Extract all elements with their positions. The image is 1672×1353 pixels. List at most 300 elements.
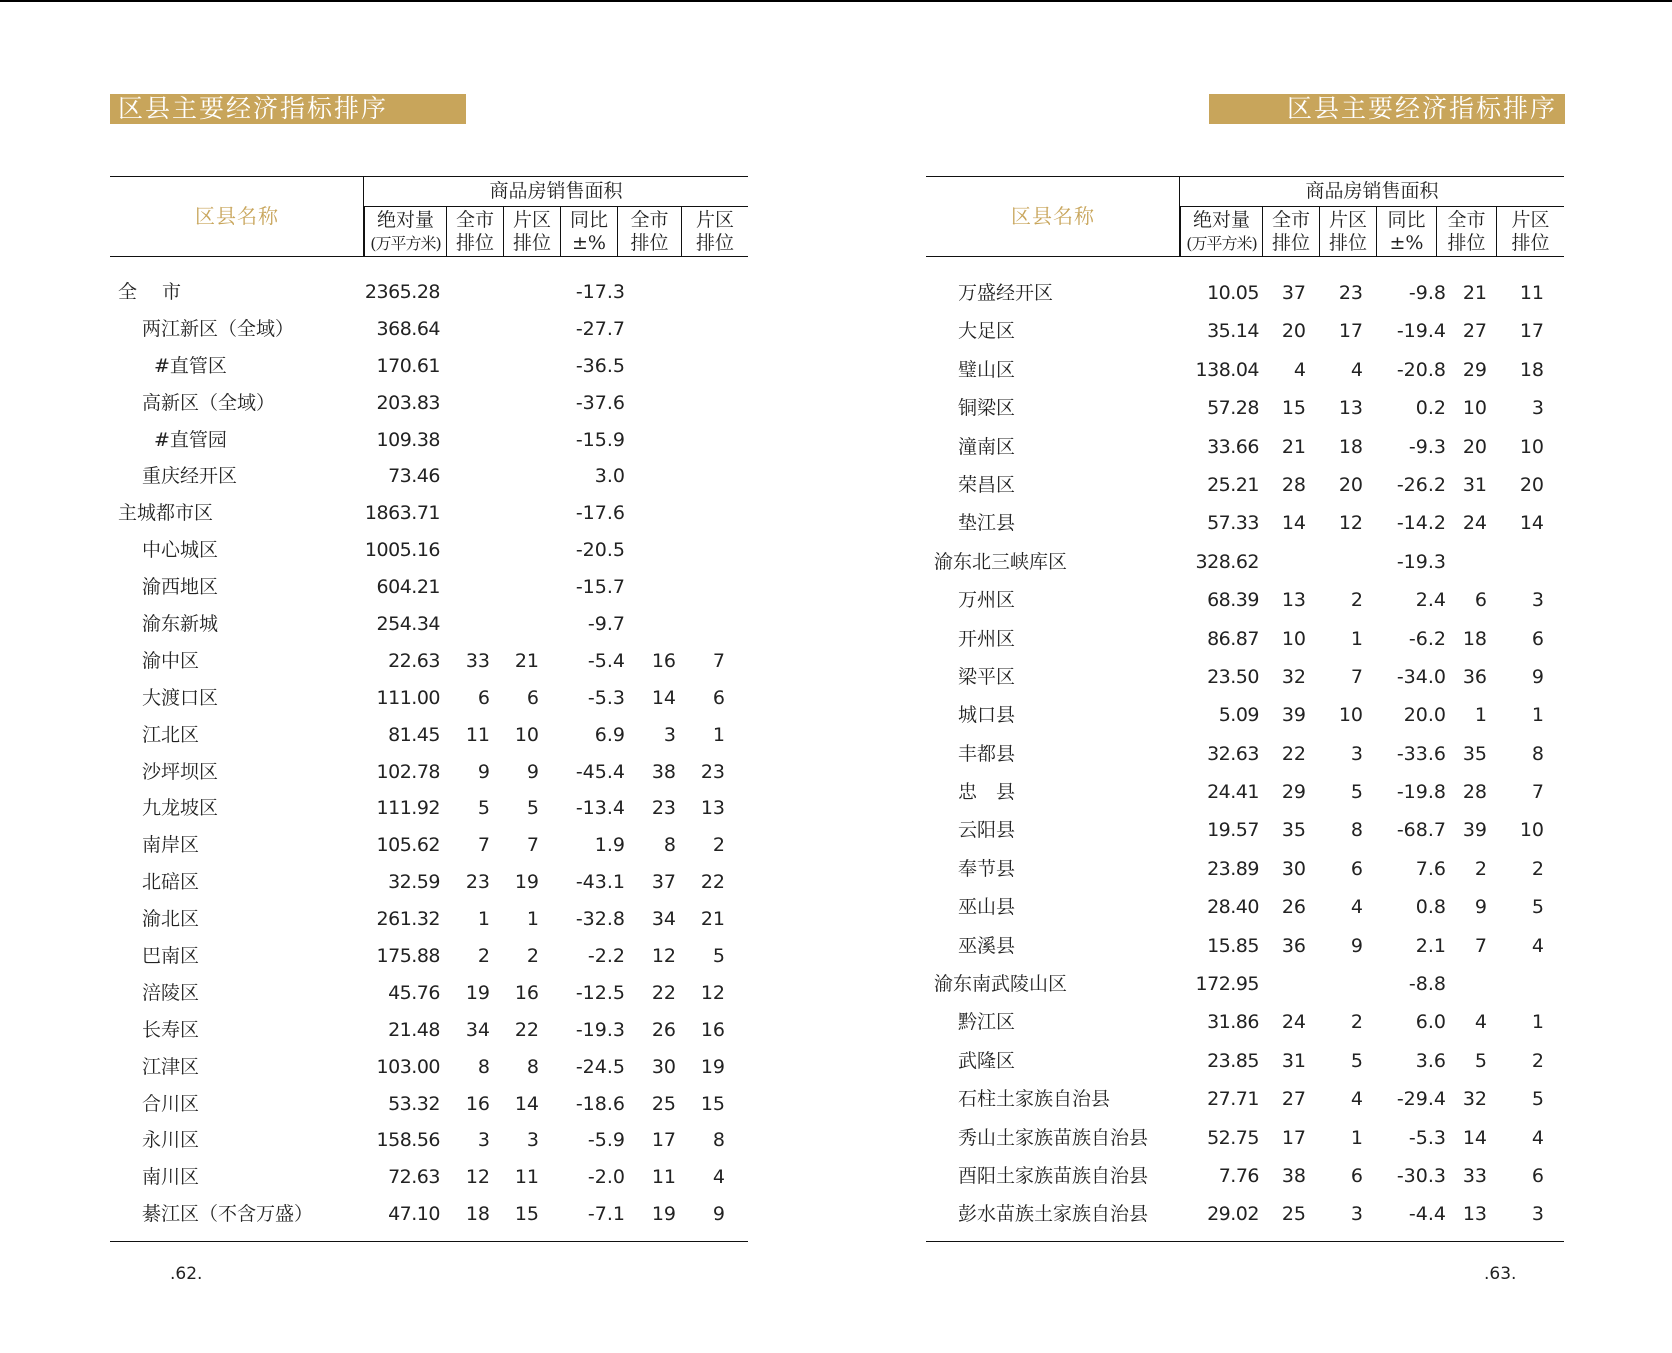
zone-rank-cell: 23 xyxy=(1338,282,1363,304)
city-rank-cell: 18 xyxy=(465,1203,490,1226)
yoy-change-cell: -24.5 xyxy=(575,1055,625,1078)
sales-area-cell: 7.76 xyxy=(1218,1164,1259,1187)
yoy-change-cell: -12.5 xyxy=(575,981,625,1004)
header-city-rank-yoy: 全市 排位 xyxy=(1436,207,1496,256)
sales-area-cell: 73.46 xyxy=(388,465,440,488)
yoy-change-cell: -19.4 xyxy=(1396,320,1446,343)
zone-rank-yoy-cell: 3 xyxy=(1531,397,1544,420)
district-name-cell: 渝东南武陵山区 xyxy=(934,973,1068,996)
district-name-cell: 忠 县 xyxy=(958,781,1016,804)
table-row xyxy=(110,569,748,606)
page-number: .63. xyxy=(1484,1264,1517,1284)
yoy-change-cell: -7.1 xyxy=(587,1203,625,1226)
city-rank-yoy-cell: 17 xyxy=(651,1129,676,1152)
sales-area-cell: 21.48 xyxy=(388,1018,440,1041)
sales-area-cell: 35.14 xyxy=(1207,320,1259,343)
city-rank-yoy-cell: 14 xyxy=(651,686,676,709)
city-rank-cell: 6 xyxy=(477,686,490,709)
table-row xyxy=(926,735,1564,773)
yoy-change-cell: -15.9 xyxy=(575,428,625,451)
zone-rank-yoy-cell: 4 xyxy=(1531,934,1544,957)
district-name-cell: 南川区 xyxy=(142,1166,200,1189)
sales-area-cell: 33.66 xyxy=(1207,435,1259,458)
district-name-cell: 巫溪县 xyxy=(958,934,1016,957)
yoy-change-cell: -9.8 xyxy=(1408,282,1446,304)
city-rank-yoy-cell: 16 xyxy=(651,649,676,672)
city-rank-cell: 24 xyxy=(1281,1011,1306,1034)
city-rank-yoy-cell: 25 xyxy=(651,1092,676,1115)
district-name-cell: 永川区 xyxy=(142,1129,200,1152)
header-bottom-rule xyxy=(110,256,748,257)
header-absolute: 绝对量 (万平方米) xyxy=(1180,207,1262,256)
table-row xyxy=(926,1195,1564,1233)
city-rank-cell: 39 xyxy=(1281,704,1306,727)
sales-area-cell: 28.40 xyxy=(1207,896,1259,919)
table-row xyxy=(926,581,1564,619)
city-rank-yoy-cell: 20 xyxy=(1462,435,1487,458)
table-row xyxy=(926,1042,1564,1080)
yoy-change-cell: -5.4 xyxy=(587,649,625,672)
yoy-change-cell: -19.8 xyxy=(1396,781,1446,804)
sales-area-cell: 1005.16 xyxy=(364,539,440,562)
district-name-cell: 城口县 xyxy=(958,704,1016,727)
table-row xyxy=(110,1159,748,1196)
yoy-change-cell: -19.3 xyxy=(1396,550,1446,573)
yoy-change-cell: -34.0 xyxy=(1396,665,1446,688)
zone-rank-cell: 4 xyxy=(1350,358,1363,381)
table-row xyxy=(926,850,1564,888)
city-rank-yoy-cell: 13 xyxy=(1462,1203,1487,1226)
sales-area-cell: 109.38 xyxy=(376,428,440,451)
zone-rank-yoy-cell: 19 xyxy=(700,1055,725,1078)
table-row xyxy=(926,696,1564,734)
zone-rank-yoy-cell: 22 xyxy=(700,871,725,894)
zone-rank-cell: 2 xyxy=(1350,1011,1363,1034)
zone-rank-yoy-cell: 10 xyxy=(1519,435,1544,458)
zone-rank-yoy-cell: 6 xyxy=(1531,1164,1544,1187)
zone-rank-cell: 3 xyxy=(1350,742,1363,765)
city-rank-cell: 22 xyxy=(1281,742,1306,765)
yoy-change-cell: 1.9 xyxy=(594,834,625,857)
yoy-change-cell: -27.7 xyxy=(575,317,625,340)
city-rank-cell: 2 xyxy=(477,945,490,968)
header-yoy: 同比 ±% xyxy=(560,207,617,256)
yoy-change-cell: -19.3 xyxy=(575,1018,625,1041)
zone-rank-cell: 14 xyxy=(514,1092,539,1115)
district-name-cell: #直管园 xyxy=(154,428,227,451)
district-name-cell: 铜梁区 xyxy=(958,397,1016,420)
table-row xyxy=(110,680,748,717)
table-row xyxy=(110,1012,748,1049)
city-rank-cell: 36 xyxy=(1281,934,1306,957)
zone-rank-cell: 16 xyxy=(514,981,539,1004)
header-district-name: 区县名称 xyxy=(1011,204,1095,228)
city-rank-yoy-cell: 38 xyxy=(651,760,676,783)
city-rank-cell: 8 xyxy=(477,1055,490,1078)
yoy-change-cell: 20.0 xyxy=(1403,704,1446,727)
zone-rank-cell: 1 xyxy=(1350,1126,1363,1149)
zone-rank-cell: 22 xyxy=(514,1018,539,1041)
city-rank-yoy-cell: 29 xyxy=(1462,358,1487,381)
sales-area-cell: 81.45 xyxy=(388,723,440,746)
sales-area-cell: 68.39 xyxy=(1207,589,1259,612)
district-name-cell: 渝西地区 xyxy=(142,576,219,599)
city-rank-yoy-cell: 18 xyxy=(1462,627,1487,650)
district-name-cell: 巴南区 xyxy=(142,945,200,968)
sales-area-cell: 29.02 xyxy=(1207,1203,1259,1226)
table-bottom-rule xyxy=(926,1241,1564,1242)
city-rank-cell: 38 xyxy=(1281,1164,1306,1187)
zone-rank-yoy-cell: 5 xyxy=(1531,896,1544,919)
city-rank-cell: 23 xyxy=(465,871,490,894)
district-name-cell: 垫江县 xyxy=(958,512,1016,535)
city-rank-yoy-cell: 30 xyxy=(651,1055,676,1078)
zone-rank-cell: 5 xyxy=(1350,781,1363,804)
table-row xyxy=(110,827,748,864)
zone-rank-yoy-cell: 5 xyxy=(712,945,725,968)
zone-rank-cell: 9 xyxy=(1350,934,1363,957)
header-absolute: 绝对量 (万平方米) xyxy=(364,207,446,256)
city-rank-cell: 29 xyxy=(1281,781,1306,804)
zone-rank-cell: 2 xyxy=(526,945,539,968)
table-row xyxy=(110,754,748,791)
yoy-change-cell: -26.2 xyxy=(1396,473,1446,496)
yoy-change-cell: -9.3 xyxy=(1408,435,1446,458)
city-rank-yoy-cell: 10 xyxy=(1462,397,1487,420)
zone-rank-cell: 6 xyxy=(1350,857,1363,880)
table-row xyxy=(110,458,748,495)
zone-rank-cell: 11 xyxy=(514,1166,539,1189)
district-name-cell: 巫山县 xyxy=(958,896,1016,919)
header-city-rank: 全市 排位 xyxy=(446,207,503,256)
zone-rank-cell: 4 xyxy=(1350,1088,1363,1111)
sales-area-cell: 53.32 xyxy=(388,1092,440,1115)
sales-area-cell: 57.28 xyxy=(1207,397,1259,420)
header-zone-rank: 片区 排位 xyxy=(503,207,560,256)
zone-rank-yoy-cell: 9 xyxy=(712,1203,725,1226)
zone-rank-cell: 21 xyxy=(514,649,539,672)
district-name-cell: 九龙坡区 xyxy=(142,797,219,820)
sales-area-cell: 86.87 xyxy=(1207,627,1259,650)
city-rank-cell: 19 xyxy=(465,981,490,1004)
city-rank-yoy-cell: 27 xyxy=(1462,320,1487,343)
city-rank-cell: 15 xyxy=(1281,397,1306,420)
yoy-change-cell: -20.8 xyxy=(1396,358,1446,381)
zone-rank-cell: 2 xyxy=(1350,589,1363,612)
table-row xyxy=(926,1157,1564,1195)
yoy-change-cell: -2.0 xyxy=(587,1166,625,1189)
city-rank-yoy-cell: 4 xyxy=(1474,1011,1487,1034)
table-row xyxy=(110,938,748,975)
zone-rank-cell: 1 xyxy=(1350,627,1363,650)
zone-rank-yoy-cell: 4 xyxy=(712,1166,725,1189)
sales-area-cell: 23.50 xyxy=(1207,665,1259,688)
district-name-cell: 中心城区 xyxy=(142,539,219,562)
city-rank-cell: 35 xyxy=(1281,819,1306,842)
zone-rank-yoy-cell: 11 xyxy=(1519,282,1544,304)
sales-area-cell: 261.32 xyxy=(376,908,440,931)
city-rank-yoy-cell: 34 xyxy=(651,908,676,931)
zone-rank-yoy-cell: 18 xyxy=(1519,358,1544,381)
city-rank-cell: 1 xyxy=(477,908,490,931)
zone-rank-yoy-cell: 1 xyxy=(1531,1011,1544,1034)
zone-rank-yoy-cell: 6 xyxy=(712,686,725,709)
zone-rank-cell: 4 xyxy=(1350,896,1363,919)
zone-rank-yoy-cell: 2 xyxy=(1531,1049,1544,1072)
city-rank-cell: 33 xyxy=(465,649,490,672)
zone-rank-cell: 18 xyxy=(1338,435,1363,458)
zone-rank-cell: 9 xyxy=(526,760,539,783)
district-name-cell: 江北区 xyxy=(142,723,200,746)
table-bottom-rule xyxy=(110,1241,748,1242)
section-banner: 区县主要经济指标排序 xyxy=(110,94,466,124)
district-name-cell: 江津区 xyxy=(142,1055,200,1078)
table-row xyxy=(926,773,1564,811)
table-row xyxy=(926,888,1564,926)
city-rank-yoy-cell: 21 xyxy=(1462,282,1487,304)
zone-rank-yoy-cell: 8 xyxy=(712,1129,725,1152)
zone-rank-yoy-cell: 21 xyxy=(700,908,725,931)
city-rank-cell: 28 xyxy=(1281,473,1306,496)
yoy-change-cell: -33.6 xyxy=(1396,742,1446,765)
zone-rank-yoy-cell: 4 xyxy=(1531,1126,1544,1149)
header-bottom-rule xyxy=(926,256,1564,257)
district-name-cell: 开州区 xyxy=(958,627,1016,650)
zone-rank-cell: 19 xyxy=(514,871,539,894)
yoy-change-cell: -17.6 xyxy=(575,502,625,525)
zone-rank-cell: 10 xyxy=(514,723,539,746)
city-rank-cell: 34 xyxy=(465,1018,490,1041)
yoy-change-cell: 2.4 xyxy=(1415,589,1446,612)
zone-rank-cell: 12 xyxy=(1338,512,1363,535)
sales-area-cell: 1863.71 xyxy=(364,502,440,525)
district-name-cell: 万州区 xyxy=(958,589,1016,612)
sales-area-cell: 103.00 xyxy=(376,1055,440,1078)
yoy-change-cell: 3.0 xyxy=(594,465,625,488)
yoy-change-cell: -2.2 xyxy=(587,945,625,968)
yoy-change-cell: -5.3 xyxy=(1408,1126,1446,1149)
zone-rank-yoy-cell: 6 xyxy=(1531,627,1544,650)
zone-rank-yoy-cell: 15 xyxy=(700,1092,725,1115)
zone-rank-cell: 10 xyxy=(1338,704,1363,727)
sales-area-cell: 32.59 xyxy=(388,871,440,894)
yoy-change-cell: -5.3 xyxy=(587,686,625,709)
zone-rank-yoy-cell: 16 xyxy=(700,1018,725,1041)
district-name-cell: 全 市 xyxy=(118,281,182,303)
right-page xyxy=(836,0,1672,1353)
table-row xyxy=(926,1080,1564,1118)
zone-rank-yoy-cell: 1 xyxy=(712,723,725,746)
sales-area-cell: 111.92 xyxy=(376,797,440,820)
yoy-change-cell: -13.4 xyxy=(575,797,625,820)
sales-area-cell: 604.21 xyxy=(376,576,440,599)
district-name-cell: 北碚区 xyxy=(142,871,200,894)
yoy-change-cell: -43.1 xyxy=(575,871,625,894)
city-rank-yoy-cell: 5 xyxy=(1474,1049,1487,1072)
district-name-cell: 渝东北三峡库区 xyxy=(934,550,1068,573)
district-name-cell: #直管区 xyxy=(154,354,227,377)
table-row xyxy=(926,466,1564,504)
district-name-cell: 璧山区 xyxy=(958,358,1016,381)
district-name-cell: 高新区（全域） xyxy=(142,391,276,414)
city-rank-yoy-cell: 36 xyxy=(1462,665,1487,688)
city-rank-yoy-cell: 6 xyxy=(1474,589,1487,612)
city-rank-yoy-cell: 3 xyxy=(663,723,676,746)
city-rank-yoy-cell: 2 xyxy=(1474,857,1487,880)
yoy-change-cell: 6.0 xyxy=(1415,1011,1446,1034)
city-rank-cell: 37 xyxy=(1281,282,1306,304)
sales-area-cell: 32.63 xyxy=(1207,742,1259,765)
yoy-change-cell: -4.4 xyxy=(1408,1203,1446,1226)
city-rank-yoy-cell: 32 xyxy=(1462,1088,1487,1111)
zone-rank-cell: 5 xyxy=(1350,1049,1363,1072)
city-rank-yoy-cell: 9 xyxy=(1474,896,1487,919)
district-name-cell: 云阳县 xyxy=(958,819,1016,842)
zone-rank-cell: 5 xyxy=(526,797,539,820)
city-rank-yoy-cell: 26 xyxy=(651,1018,676,1041)
zone-rank-yoy-cell: 2 xyxy=(712,834,725,857)
sales-area-cell: 203.83 xyxy=(376,391,440,414)
sales-area-cell: 2365.28 xyxy=(364,281,440,303)
zone-rank-yoy-cell: 3 xyxy=(1531,589,1544,612)
table-row xyxy=(110,422,748,459)
city-rank-cell: 30 xyxy=(1281,857,1306,880)
table-row xyxy=(110,1049,748,1086)
sales-area-cell: 22.63 xyxy=(388,649,440,672)
zone-rank-yoy-cell: 10 xyxy=(1519,819,1544,842)
sales-area-cell: 27.71 xyxy=(1207,1088,1259,1111)
sales-area-cell: 368.64 xyxy=(376,317,440,340)
city-rank-yoy-cell: 23 xyxy=(651,797,676,820)
sales-area-cell: 25.21 xyxy=(1207,473,1259,496)
table-body-left xyxy=(110,274,748,1233)
sales-area-cell: 19.57 xyxy=(1207,819,1259,842)
sales-area-cell: 10.05 xyxy=(1207,282,1259,304)
yoy-change-cell: 0.2 xyxy=(1415,397,1446,420)
table-row xyxy=(926,504,1564,542)
yoy-change-cell: 3.6 xyxy=(1415,1049,1446,1072)
sales-area-cell: 172.95 xyxy=(1195,973,1259,996)
header-zone-rank: 片区 排位 xyxy=(1319,207,1376,256)
city-rank-yoy-cell: 14 xyxy=(1462,1126,1487,1149)
table-row xyxy=(110,975,748,1012)
city-rank-cell: 20 xyxy=(1281,320,1306,343)
district-name-cell: 丰都县 xyxy=(958,742,1016,765)
table-row xyxy=(926,965,1564,1003)
table-row xyxy=(110,864,748,901)
header-zone-rank-yoy: 片区 排位 xyxy=(681,207,748,256)
zone-rank-cell: 6 xyxy=(1350,1164,1363,1187)
table-row xyxy=(926,543,1564,581)
city-rank-cell: 31 xyxy=(1281,1049,1306,1072)
table-row xyxy=(110,385,748,422)
zone-rank-cell: 3 xyxy=(526,1129,539,1152)
yoy-change-cell: -68.7 xyxy=(1396,819,1446,842)
district-name-cell: 万盛经开区 xyxy=(958,282,1054,304)
city-rank-cell: 11 xyxy=(465,723,490,746)
district-name-cell: 渝北区 xyxy=(142,908,200,931)
city-rank-cell: 13 xyxy=(1281,589,1306,612)
table-row xyxy=(926,274,1564,312)
yoy-change-cell: -36.5 xyxy=(575,354,625,377)
yoy-change-cell: 2.1 xyxy=(1415,934,1446,957)
district-name-cell: 武隆区 xyxy=(958,1049,1016,1072)
yoy-change-cell: -20.5 xyxy=(575,539,625,562)
header-city-rank: 全市 排位 xyxy=(1262,207,1319,256)
section-banner: 区县主要经济指标排序 xyxy=(1209,94,1565,124)
header-yoy: 同比 ±% xyxy=(1376,207,1436,256)
zone-rank-cell: 7 xyxy=(526,834,539,857)
table-row xyxy=(110,901,748,938)
district-name-cell: 黔江区 xyxy=(958,1011,1016,1034)
header-group-title: 商品房销售面积 xyxy=(1305,180,1439,202)
sales-area-cell: 170.61 xyxy=(376,354,440,377)
sales-area-cell: 254.34 xyxy=(376,613,440,636)
yoy-change-cell: -8.8 xyxy=(1408,973,1446,996)
city-rank-cell: 10 xyxy=(1281,627,1306,650)
table-row xyxy=(110,790,748,827)
zone-rank-cell: 20 xyxy=(1338,473,1363,496)
table-row xyxy=(926,927,1564,965)
city-rank-yoy-cell: 35 xyxy=(1462,742,1487,765)
city-rank-yoy-cell: 39 xyxy=(1462,819,1487,842)
yoy-change-cell: -18.6 xyxy=(575,1092,625,1115)
district-name-cell: 涪陵区 xyxy=(142,981,200,1004)
city-rank-cell: 21 xyxy=(1281,435,1306,458)
city-rank-yoy-cell: 1 xyxy=(1474,704,1487,727)
district-name-cell: 渝中区 xyxy=(142,649,200,672)
district-name-cell: 大足区 xyxy=(958,320,1016,343)
table-row xyxy=(926,658,1564,696)
table-row xyxy=(110,1196,748,1233)
yoy-change-cell: 6.9 xyxy=(594,723,625,746)
table-row xyxy=(110,1086,748,1123)
table-row xyxy=(110,348,748,385)
city-rank-cell: 3 xyxy=(477,1129,490,1152)
table-row xyxy=(110,311,748,348)
zone-rank-cell: 17 xyxy=(1338,320,1363,343)
table-row xyxy=(110,1122,748,1159)
table-row xyxy=(110,717,748,754)
zone-rank-yoy-cell: 17 xyxy=(1519,320,1544,343)
table-row xyxy=(926,620,1564,658)
header-zone-rank-yoy: 片区 排位 xyxy=(1496,207,1564,256)
sales-area-cell: 111.00 xyxy=(376,686,440,709)
district-name-cell: 石柱土家族自治县 xyxy=(958,1088,1111,1111)
district-name-cell: 沙坪坝区 xyxy=(142,760,219,783)
zone-rank-cell: 13 xyxy=(1338,397,1363,420)
city-rank-cell: 16 xyxy=(465,1092,490,1115)
city-rank-yoy-cell: 8 xyxy=(663,834,676,857)
header-district-name: 区县名称 xyxy=(195,204,279,228)
district-name-cell: 两江新区（全域） xyxy=(142,317,295,340)
city-rank-cell: 32 xyxy=(1281,665,1306,688)
district-name-cell: 酉阳土家族苗族自治县 xyxy=(958,1164,1149,1187)
table-row xyxy=(110,495,748,532)
district-name-cell: 奉节县 xyxy=(958,857,1016,880)
sales-area-cell: 23.85 xyxy=(1207,1049,1259,1072)
zone-rank-cell: 7 xyxy=(1350,665,1363,688)
city-rank-cell: 12 xyxy=(465,1166,490,1189)
sales-area-cell: 328.62 xyxy=(1195,550,1259,573)
zone-rank-cell: 8 xyxy=(1350,819,1363,842)
yoy-change-cell: -14.2 xyxy=(1396,512,1446,535)
district-name-cell: 荣昌区 xyxy=(958,473,1016,496)
sales-area-cell: 23.89 xyxy=(1207,857,1259,880)
table-row xyxy=(110,532,748,569)
city-rank-yoy-cell: 7 xyxy=(1474,934,1487,957)
district-name-cell: 綦江区（不含万盛） xyxy=(142,1203,314,1226)
